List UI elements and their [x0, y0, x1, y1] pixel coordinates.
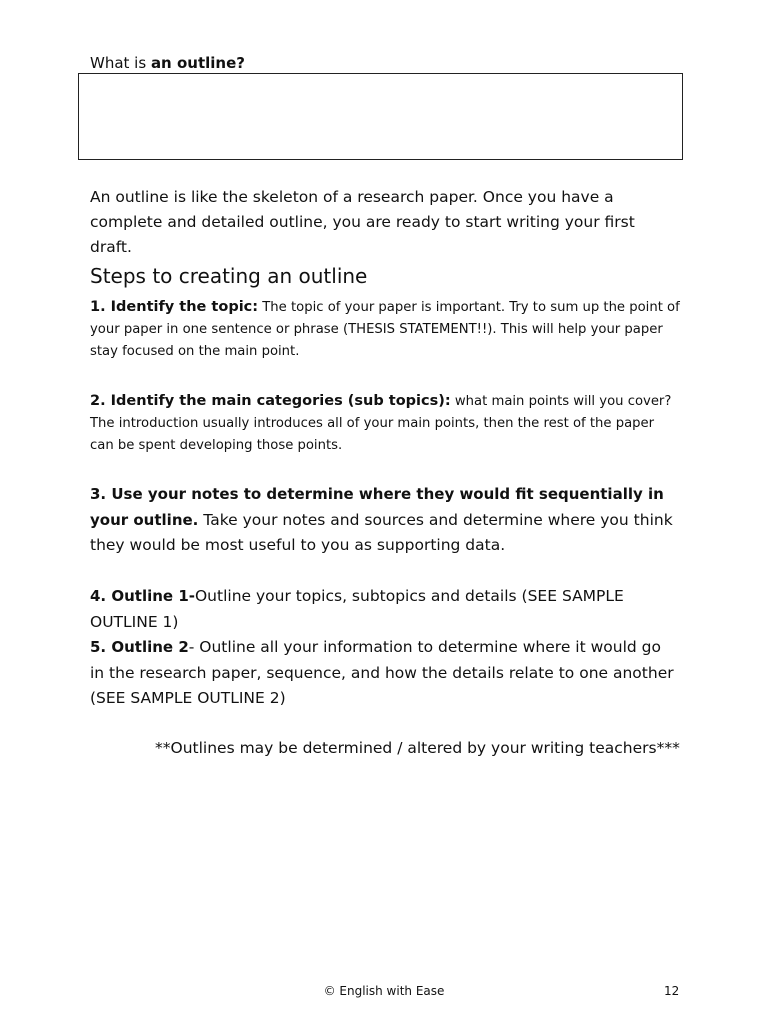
step-4-text: Outline your topics, subtopics and details (SEE SAMPLE OUTLINE 1): [90, 587, 624, 631]
intro-paragraph: An outline is like the skeleton of a research paper. Once you have a complete and detailed outline, you are ready to start writing your first draft.: [90, 188, 635, 256]
step-4: [90, 584, 680, 635]
teacher-note: **Outlines may be determined / altered by your writing teachers***: [155, 739, 680, 757]
step-2-lead: 2. Identify the main categories (sub topics):: [90, 393, 451, 409]
step-2-text: what main points will you cover? The introduction usually introduces all of your main points, then the rest of the paper can be spent developing those points.: [90, 394, 672, 453]
step-1-text: The topic of your paper is important. Try to sum up the point of your paper in one sentence or phrase (THESIS STATEMENT!!). This will help your paper stay focused on the main point.: [90, 300, 680, 359]
step-5-text: - Outline all your information to determine where it would go in the research paper, sequence, and how the details relate to one another (SEE SAMPLE OUTLINE 2): [90, 638, 674, 707]
step-3-text: Take your notes and sources and determine where you think they would be most useful to you as supporting data.: [90, 510, 673, 554]
answer-box[interactable]: [78, 73, 683, 160]
step-4-lead: 4. Outline 1-: [90, 587, 195, 605]
section-heading: Steps to creating an outline: [90, 264, 368, 288]
step-5: [90, 635, 680, 712]
footer-copyright: © English with Ease: [323, 984, 445, 998]
question-prefix: What is: [90, 54, 151, 72]
step-1-lead: 1. Identify the topic:: [90, 299, 259, 315]
step-5-lead: 5. Outline 2: [90, 638, 189, 656]
page-number: 12: [664, 984, 680, 998]
question-emphasis: an outline?: [150, 54, 245, 72]
outline-question: [90, 53, 245, 73]
step-1: [90, 296, 680, 363]
step-3: [90, 482, 680, 559]
step-3-lead: 3. Use your notes to determine where they would fit sequentially in your outline.: [90, 485, 664, 529]
step-2: [90, 390, 680, 457]
